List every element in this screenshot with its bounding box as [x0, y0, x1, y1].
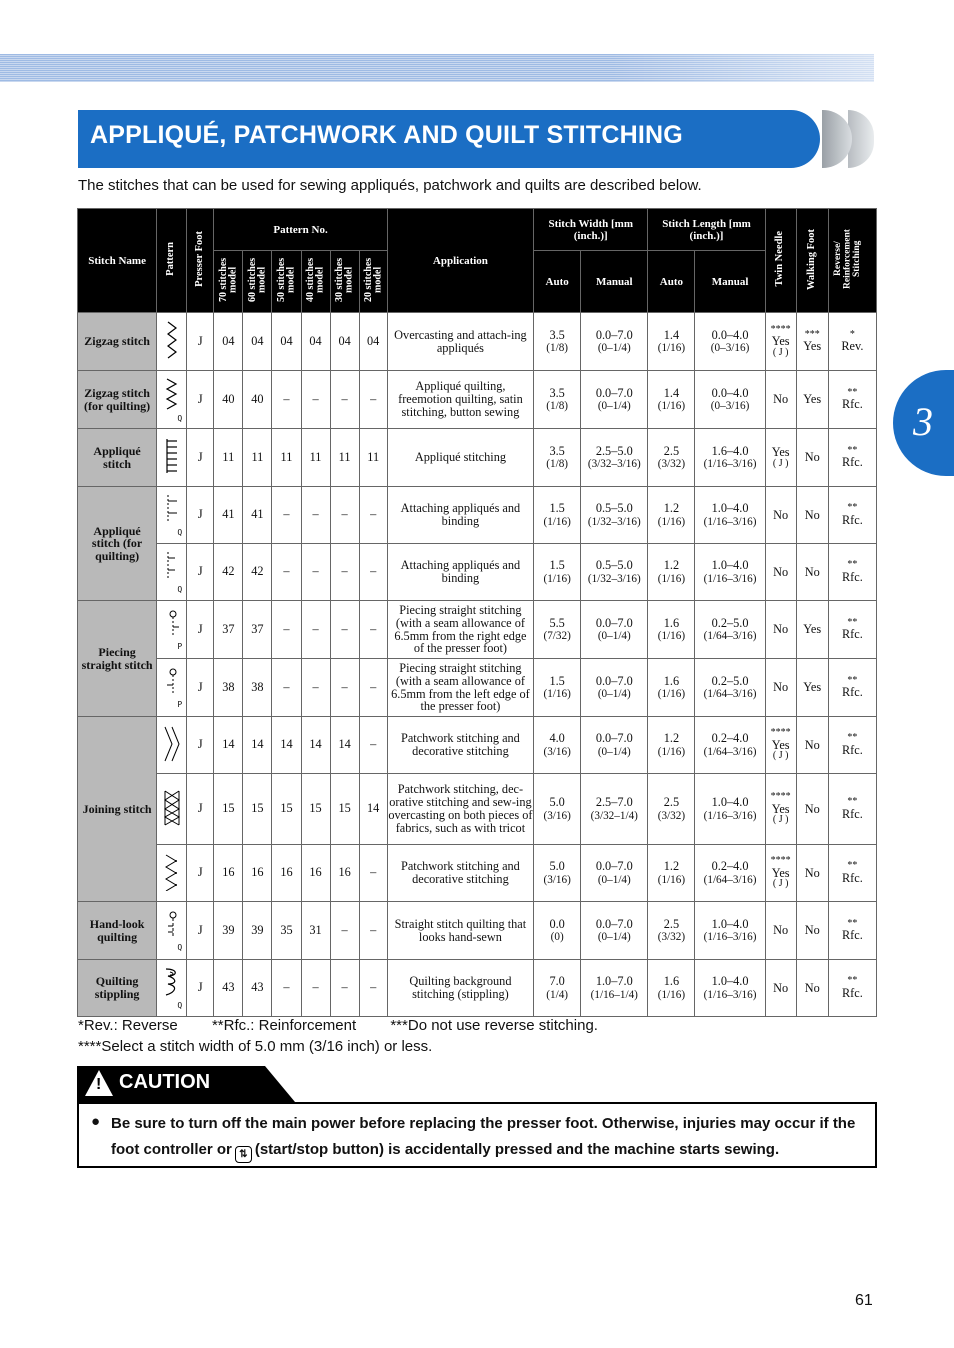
- width-auto: 5.0 (3/16): [534, 774, 581, 845]
- length-manual: 1.0–4.0 (1/16–3/16): [695, 774, 765, 845]
- pattern-number: 16: [214, 845, 243, 902]
- length-manual: 0.2–5.0 (1/64–3/16): [695, 659, 765, 717]
- stitch-pattern-icon: Q: [157, 371, 187, 429]
- pattern-number: 14: [330, 717, 359, 774]
- application: Patchwork stitching and decorative stitching: [387, 845, 533, 902]
- stitch-pattern-icon: P: [157, 659, 187, 717]
- twin-needle: No: [765, 659, 796, 717]
- pattern-number: 38: [243, 659, 272, 717]
- width-auto: 3.5 (1/8): [534, 313, 581, 371]
- length-manual: 1.0–4.0 (1/16–3/16): [695, 544, 765, 601]
- pattern-number: –: [272, 487, 301, 544]
- reverse-reinforcement: ** Rfc.: [828, 487, 876, 544]
- stitch-name: Appliqué stitch (for quilting): [78, 487, 157, 601]
- pattern-number: –: [301, 544, 330, 601]
- table-row: [78, 659, 877, 717]
- application: Piecing straight stitching (with a seam allowance of 6.5mm from the left edge of the presser foot): [387, 659, 533, 717]
- pattern-number: 14: [214, 717, 243, 774]
- presser-foot: J: [187, 960, 214, 1017]
- length-auto: 1.6 (1/16): [648, 601, 695, 659]
- twin-needle: **** Yes ( J ): [765, 774, 796, 845]
- pattern-number: –: [359, 845, 387, 902]
- walking-foot: No: [796, 717, 828, 774]
- pattern-number: –: [330, 960, 359, 1017]
- pattern-number: 04: [214, 313, 243, 371]
- stitch-pattern-icon: [157, 774, 187, 845]
- reverse-reinforcement: ** Rfc.: [828, 902, 876, 960]
- pattern-number: 04: [301, 313, 330, 371]
- width-auto: 5.5 (7/32): [534, 601, 581, 659]
- pattern-number: 41: [243, 487, 272, 544]
- pattern-number: 16: [330, 845, 359, 902]
- presser-foot: J: [187, 371, 214, 429]
- header-model: 20 stitches model: [359, 251, 387, 313]
- application: Appliqué stitching: [387, 429, 533, 487]
- pattern-number: –: [301, 601, 330, 659]
- footnotes-line-1: [78, 1017, 628, 1034]
- pattern-number: 11: [243, 429, 272, 487]
- stitch-name: Quilting stippling: [78, 960, 157, 1017]
- walking-foot: No: [796, 544, 828, 601]
- presser-foot: J: [187, 429, 214, 487]
- pattern-number: 35: [272, 902, 301, 960]
- twin-needle: No: [765, 371, 796, 429]
- width-manual: 0.0–7.0 (0–1/4): [581, 902, 648, 960]
- pattern-number: 38: [214, 659, 243, 717]
- pattern-number: –: [359, 601, 387, 659]
- pattern-number: –: [330, 601, 359, 659]
- length-auto: 1.4 (1/16): [648, 313, 695, 371]
- pattern-number: 14: [243, 717, 272, 774]
- stitch-pattern-icon: [157, 313, 187, 371]
- chapter-number: 3: [913, 399, 933, 444]
- presser-foot: J: [187, 845, 214, 902]
- pattern-number: 42: [243, 544, 272, 601]
- pattern-number: –: [330, 544, 359, 601]
- twin-needle: **** Yes ( J ): [765, 717, 796, 774]
- application: Attaching appliqués and binding: [387, 487, 533, 544]
- length-auto: 2.5 (3/32): [648, 902, 695, 960]
- pattern-number: 04: [272, 313, 301, 371]
- header-reverse: Reverse/ Reinforcement Stitching: [828, 209, 876, 313]
- table-row: [78, 487, 877, 544]
- walking-foot: No: [796, 487, 828, 544]
- footnote-rev: *Rev.: Reverse: [78, 1017, 178, 1034]
- presser-foot: J: [187, 774, 214, 845]
- table-row: [78, 429, 877, 487]
- header-stitch-name: Stitch Name: [78, 209, 157, 313]
- stitch-pattern-icon: Q: [157, 902, 187, 960]
- page-number: 61: [855, 1292, 873, 1309]
- pattern-number: 11: [301, 429, 330, 487]
- stitch-name: Piecing straight stitch: [78, 601, 157, 717]
- width-manual: 2.5–7.0 (3/32–1/4): [581, 774, 648, 845]
- pattern-number: –: [330, 659, 359, 717]
- pattern-number: –: [301, 960, 330, 1017]
- table-row: [78, 313, 877, 371]
- pattern-number: 43: [214, 960, 243, 1017]
- reverse-reinforcement: * Rev.: [828, 313, 876, 371]
- width-auto: 1.5 (1/16): [534, 487, 581, 544]
- presser-foot: J: [187, 544, 214, 601]
- pattern-number: 14: [272, 717, 301, 774]
- bullet-icon: ●: [91, 1114, 101, 1130]
- width-manual: 0.0–7.0 (0–1/4): [581, 659, 648, 717]
- stitch-table: [77, 208, 877, 1017]
- presser-foot: J: [187, 487, 214, 544]
- length-manual: 1.0–4.0 (1/16–3/16): [695, 960, 765, 1017]
- application: Patchwork stitching and decorative stitching: [387, 717, 533, 774]
- table-row: [78, 902, 877, 960]
- intro-text: The stitches that can be used for sewing appliqués, patchwork and quilts are described below.: [78, 177, 702, 194]
- pattern-number: 15: [272, 774, 301, 845]
- walking-foot: No: [796, 774, 828, 845]
- stitch-name: Hand-look quilting: [78, 902, 157, 960]
- table-row: [78, 960, 877, 1017]
- twin-needle: Yes ( J ): [765, 429, 796, 487]
- stitch-pattern-icon: [157, 717, 187, 774]
- pattern-number: –: [301, 487, 330, 544]
- reverse-reinforcement: ** Rfc.: [828, 845, 876, 902]
- header-model: 40 stitches model: [301, 251, 330, 313]
- pattern-number: –: [330, 487, 359, 544]
- header-pattern: Pattern: [157, 209, 187, 313]
- pattern-number: –: [272, 544, 301, 601]
- table-row: [78, 601, 877, 659]
- walking-foot: No: [796, 845, 828, 902]
- section-title-bar: [78, 110, 874, 168]
- pattern-number: 31: [301, 902, 330, 960]
- length-manual: 1.0–4.0 (1/16–3/16): [695, 487, 765, 544]
- footnote-rfc: **Rfc.: Reinforcement: [211, 1017, 357, 1034]
- width-auto: 1.5 (1/16): [534, 544, 581, 601]
- width-auto: 7.0 (1/4): [534, 960, 581, 1017]
- pattern-number: –: [359, 902, 387, 960]
- pattern-number: 04: [330, 313, 359, 371]
- header-width-auto: Auto: [534, 251, 581, 313]
- width-manual: 1.0–7.0 (1/16–1/4): [581, 960, 648, 1017]
- application: Appliqué quilting, freemotion quilting, satin stitching, button sewing: [387, 371, 533, 429]
- reverse-reinforcement: ** Rfc.: [828, 717, 876, 774]
- pattern-number: 37: [243, 601, 272, 659]
- width-manual: 0.0–7.0 (0–1/4): [581, 601, 648, 659]
- pattern-number: 15: [243, 774, 272, 845]
- pattern-number: –: [359, 371, 387, 429]
- length-auto: 1.2 (1/16): [648, 845, 695, 902]
- pattern-number: 14: [359, 774, 387, 845]
- width-auto: 1.5 (1/16): [534, 659, 581, 717]
- table-row: [78, 371, 877, 429]
- pattern-number: 41: [214, 487, 243, 544]
- pattern-number: 04: [359, 313, 387, 371]
- width-auto: 4.0 (3/16): [534, 717, 581, 774]
- page-title: APPLIQUÉ, PATCHWORK AND QUILT STITCHING: [90, 121, 683, 149]
- walking-foot: Yes: [796, 601, 828, 659]
- reverse-reinforcement: ** Rfc.: [828, 960, 876, 1017]
- twin-needle: No: [765, 601, 796, 659]
- length-manual: 0.2–5.0 (1/64–3/16): [695, 601, 765, 659]
- application: Quilting background stitching (stippling): [387, 960, 533, 1017]
- presser-foot: J: [187, 902, 214, 960]
- width-manual: 0.5–5.0 (1/32–3/16): [581, 487, 648, 544]
- twin-needle: No: [765, 544, 796, 601]
- width-auto: 3.5 (1/8): [534, 429, 581, 487]
- pattern-number: 43: [243, 960, 272, 1017]
- pattern-number: 39: [214, 902, 243, 960]
- length-auto: 1.2 (1/16): [648, 717, 695, 774]
- stitch-pattern-icon: [157, 429, 187, 487]
- pattern-number: 11: [214, 429, 243, 487]
- pattern-number: 16: [243, 845, 272, 902]
- pattern-number: 42: [214, 544, 243, 601]
- application: Straight stitch quilting that looks hand-sewn: [387, 902, 533, 960]
- length-manual: 0.0–4.0 (0–3/16): [695, 313, 765, 371]
- twin-needle: **** Yes ( J ): [765, 845, 796, 902]
- application: Patchwork stitching, dec-orative stitching and sew-ing overcasting on both pieces of fabrics, such as with tricot: [387, 774, 533, 845]
- walking-foot: No: [796, 902, 828, 960]
- width-auto: 0.0 (0): [534, 902, 581, 960]
- header-pattern-no: Pattern No.: [214, 209, 387, 251]
- caution-box: [77, 1102, 877, 1168]
- pattern-number: 16: [301, 845, 330, 902]
- pattern-number: –: [359, 659, 387, 717]
- pattern-number: –: [272, 659, 301, 717]
- table-row: [78, 845, 877, 902]
- presser-foot: J: [187, 601, 214, 659]
- pattern-number: –: [272, 371, 301, 429]
- stitch-pattern-icon: Q: [157, 960, 187, 1017]
- reverse-reinforcement: ** Rfc.: [828, 774, 876, 845]
- header-stitch-width: Stitch Width [mm (inch.)]: [534, 209, 648, 251]
- pattern-number: 16: [272, 845, 301, 902]
- caution-label: CAUTION: [119, 1071, 211, 1093]
- pattern-number: 04: [243, 313, 272, 371]
- caution-heading: ! CAUTION: [77, 1066, 295, 1102]
- stitch-name: Zigzag stitch (for quilting): [78, 371, 157, 429]
- header-application: Application: [387, 209, 533, 313]
- pattern-number: 11: [359, 429, 387, 487]
- width-manual: 0.0–7.0 (0–1/4): [581, 371, 648, 429]
- reverse-reinforcement: ** Rfc.: [828, 429, 876, 487]
- length-auto: 1.2 (1/16): [648, 487, 695, 544]
- length-manual: 0.2–4.0 (1/64–3/16): [695, 845, 765, 902]
- header-model: 60 stitches model: [243, 251, 272, 313]
- caution-text: Be sure to turn off the main power before replacing the presser foot. Otherwise, injuries may occur if the foot controller or ⇅ (start/stop button) is accidentally pressed and the machine starts sewing.: [111, 1111, 859, 1163]
- length-manual: 0.0–4.0 (0–3/16): [695, 371, 765, 429]
- header-walking-foot: Walking Foot: [796, 209, 828, 313]
- width-manual: 0.0–7.0 (0–1/4): [581, 717, 648, 774]
- pattern-number: 37: [214, 601, 243, 659]
- width-manual: 0.5–5.0 (1/32–3/16): [581, 544, 648, 601]
- pattern-number: 15: [301, 774, 330, 845]
- reverse-reinforcement: ** Rfc.: [828, 659, 876, 717]
- chapter-tab: [893, 370, 954, 476]
- length-auto: 1.4 (1/16): [648, 371, 695, 429]
- presser-foot: J: [187, 717, 214, 774]
- pattern-number: 40: [214, 371, 243, 429]
- pattern-number: 11: [330, 429, 359, 487]
- twin-needle: No: [765, 487, 796, 544]
- stitch-name: Joining stitch: [78, 717, 157, 902]
- pattern-number: –: [301, 659, 330, 717]
- pattern-number: 40: [243, 371, 272, 429]
- header-model: 30 stitches model: [330, 251, 359, 313]
- pattern-number: –: [330, 371, 359, 429]
- length-manual: 1.0–4.0 (1/16–3/16): [695, 902, 765, 960]
- walking-foot: No: [796, 429, 828, 487]
- walking-foot: Yes: [796, 659, 828, 717]
- pattern-number: –: [301, 371, 330, 429]
- header-model: 70 stitches model: [214, 251, 243, 313]
- footnote-no-reverse: ***Do not use reverse stitching.: [390, 1017, 598, 1034]
- application: Attaching appliqués and binding: [387, 544, 533, 601]
- header-model: 50 stitches model: [272, 251, 301, 313]
- pattern-number: –: [272, 601, 301, 659]
- stitch-pattern-icon: P: [157, 601, 187, 659]
- pattern-number: 39: [243, 902, 272, 960]
- twin-needle: No: [765, 902, 796, 960]
- length-auto: 1.6 (1/16): [648, 659, 695, 717]
- reverse-reinforcement: ** Rfc.: [828, 601, 876, 659]
- length-manual: 1.6–4.0 (1/16–3/16): [695, 429, 765, 487]
- pattern-number: –: [359, 544, 387, 601]
- width-manual: 0.0–7.0 (0–1/4): [581, 845, 648, 902]
- stitch-name: Appliqué stitch: [78, 429, 157, 487]
- pattern-number: –: [330, 902, 359, 960]
- length-manual: 0.2–4.0 (1/64–3/16): [695, 717, 765, 774]
- length-auto: 2.5 (3/32): [648, 774, 695, 845]
- pattern-number: 11: [272, 429, 301, 487]
- pattern-number: 15: [330, 774, 359, 845]
- footnote-width: ****Select a stitch width of 5.0 mm (3/16 inch) or less.: [78, 1038, 433, 1055]
- walking-foot: *** Yes: [796, 313, 828, 371]
- table-row: [78, 544, 877, 601]
- width-manual: 2.5–5.0 (3/32–3/16): [581, 429, 648, 487]
- presser-foot: J: [187, 313, 214, 371]
- stitch-name: Zigzag stitch: [78, 313, 157, 371]
- width-auto: 3.5 (1/8): [534, 371, 581, 429]
- pattern-number: –: [359, 487, 387, 544]
- pattern-number: –: [272, 960, 301, 1017]
- header-twin-needle: Twin Needle: [765, 209, 796, 313]
- pattern-number: 15: [214, 774, 243, 845]
- presser-foot: J: [187, 659, 214, 717]
- reverse-reinforcement: ** Rfc.: [828, 371, 876, 429]
- header-length-auto: Auto: [648, 251, 695, 313]
- twin-needle: **** Yes ( J ): [765, 313, 796, 371]
- table-row: [78, 774, 877, 845]
- header-stitch-length: Stitch Length [mm (inch.)]: [648, 209, 765, 251]
- header-width-manual: Manual: [581, 251, 648, 313]
- width-manual: 0.0–7.0 (0–1/4): [581, 313, 648, 371]
- reverse-reinforcement: ** Rfc.: [828, 544, 876, 601]
- application: Piecing straight stitching (with a seam allowance of 6.5mm from the right edge of the presser foot): [387, 601, 533, 659]
- table-row: [78, 717, 877, 774]
- pattern-number: –: [359, 717, 387, 774]
- stitch-pattern-icon: Q: [157, 487, 187, 544]
- header-length-manual: Manual: [695, 251, 765, 313]
- application: Overcasting and attach-ing appliqués: [387, 313, 533, 371]
- stitch-pattern-icon: Q: [157, 544, 187, 601]
- width-auto: 5.0 (3/16): [534, 845, 581, 902]
- length-auto: 1.6 (1/16): [648, 960, 695, 1017]
- twin-needle: No: [765, 960, 796, 1017]
- length-auto: 1.2 (1/16): [648, 544, 695, 601]
- pattern-number: –: [359, 960, 387, 1017]
- stitch-pattern-icon: [157, 845, 187, 902]
- pattern-number: 14: [301, 717, 330, 774]
- walking-foot: No: [796, 960, 828, 1017]
- header-presser-foot: Presser Foot: [187, 209, 214, 313]
- walking-foot: Yes: [796, 371, 828, 429]
- start-stop-button-icon: ⇅: [235, 1146, 252, 1163]
- length-auto: 2.5 (3/32): [648, 429, 695, 487]
